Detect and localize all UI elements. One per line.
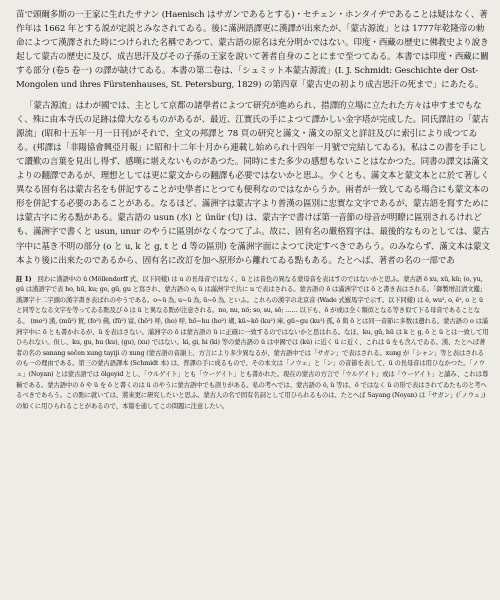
paragraph: 「蒙古源流」はわが國では、主として京都の諸學者によつて研究が進められ、措譯的立場に立たれた方々は申すまでもなく、殊に由本寺氏の足跡は偉大なるものがあるが、最近、江實氏の手によつて譯かしい金字塔が完成した。同氏譯註の「蒙古源流」(昭和十五年一月一日刊)がそれで、全文の邦譯と 78 頁の研究と滿文・滿文の原文と詳註及びに索引により成つてゐる。(邦譯は「非陽協會興亞月報」に昭和十二年十月から連載し始められ十四年一月號で完結してゐる)。私はこの書を手にして讚歎の言葉を見出し得ず、感嘆に堪えないものがあつた。同時にまた多少の感想もないことはなかつた。同書の譯文は滿文よりの翻譯であるが、理想としては更に蒙文からの翻譯も必要ではないかと思ふ。少くとも、滿文本と蒙文本とに於て著しく異なる固有名は蒙古名をも併記することが史學者にとつても便利なのではなからうか。兩者が一致してゐる場合にも蒙文本の形を併記する必要のあることがある。なるほど、滿洲字は蒙古字より普漢の區別に忠實な文字であるが、蒙古語を寫すためには蒙古字に劣る點がある。蒙古語の usun (水) と ünür (匂) は、蒙古字で書けば第一音節の母音が明瞭に區別されるけれども、滿洲字で書くと usun, unur のやうに區別がなくなつて了ふ。故に、固有名の嚴格寫字は、最後的なものとしては、蒙古字中に基き不明の部分 (o と u, k と g, t と d 等の區別) を滿洲字面によつて決定すべきであらう。のみならず、滿文本は蒙文本より後に出來たのであるから、固有名に改訂を加へ原形から離れてゐる點もある。たとへば、著者の名の一部であ [16, 100, 490, 266]
footnote-text [16, 274, 490, 412]
footnote-label: 註 1) [16, 274, 32, 283]
paragraph: 苗で頭爾多斯の一王家に生れたサナン (Haenisch はサガンであるとする)・セチェン・ホンタイヂであることは疑はなく、著作年は 1662 年とする説が定説とみなされてゐる。後に滿洲語譯更に漢譯が出來たが、「蒙古源流」とは 1777年乾隆帝の勅命によつて漢譯された時につけられた名稱であつて、蒙古語の原名は充分明かではない。印度・西藏の歷史に佛教史より說き起して蒙古の歷史に及び、成吉思汗及びその子孫の王家を說いて著者自身のことにまで至つてゐる。本書では印度・西藏に關する部分 (卷5 卷一) の譯が缺けてゐる。本書の第二卷は、「シュミット本蒙古源流」(I. J. Schmidt: Geschichte der Ost-Mongolen und ihres Fürstenhauses, St. Petersburg, 1829) の第四章「蒙古史の初より成吉思汗の死まで」にあたる。 [16, 10, 489, 91]
footnote-body: 回わに漢語中の ü (Möllendorff 式、以下同樣) は u の長母音ではなく、ü とは音色の異なる蒙母音を表はすのではないかと思ふ。蒙古語 ö xu, xü, kü; (o, yu, gü は漢語字で表 ho, hū, ku; go, gū, gu と寫され、蒙古語の o, ü は滿洲字で共に u で表はされる。蒙古語の ō は滿洲字では ō と書き表はされる。「御製增訂清文鑑」漢譯字十二字頭の漢字書き表ばれのやうである。o~ü 為, u~ü 為, ū~ō 為, といふ。これらの漢字の北京音 (Wade 式羅馬字で示す。以下同樣) は ê, wu², o, ê², o と ü と同等となる文字を等ってゐる點及び ö は ü と異なる點が注意される。no, nu, nö; so, su, sō; …… 以下も、ō が或は全く類似となる等き似て下る母音であることなる。 (mo²) 漢, (mū²) 賀, (fo²) 佛, (fū²) 富, (hō²) 呼, (ho) 呼, hō~hu (ho²) 瑚, kū~kō (ku²) 庫, gū~gu (ku¹) 孤, ō 與 ō とは同一音節に多数は遺れる。蒙古語の o は滿洲字中に ō とも書かれるが、ü を表はさない。滿洲字の ō は蒙古語の ü に正確に一致するのではないかと思はれる。なほ、ku, gū, hū は k と g, ō と ü とは一致して用ひられない。但し、ku, gu, hu (ku), (gu), (xu) ではない。ki, gi, hi (ki) 等の蒙古語の ü は中國では (kû) に近く ü に近く、これは ü をも含んでゐる。漢、たとへば著者の名の sanang sečen xung tayiji の xung (蒙古語の音韻上、方言により多少異なるが、蒙古語中では「サガン」で表はされる。xung が「シャン」等と表はされるのも一の理由である。第三の蒙古語譯本 (Schmidt 本) は、普譯の手に成るもので、その本文は「ノウェ」と「ン」の音節を表して、ü の長母音は用ひなかつた。「ノウェ」(Noyan) とは蒙古語では ölgeyid とし、「ウルゲイト」とも「ウーゲイト」とも書かれた。現在の蒙古の方言で「ウルゲイト」或は「ウーゲイト」と讀み、これは尊稱である。蒙古語中の ö や ü を ö と書くのは ü のやうに蒙古語中でも誤りがある。私の考へでは、蒙古語の ö, ü 等は、ö ではなく ü の形で表はされてゐたものと考へるべきであらう。この點に就いては、將來更に研究したいと思ふ。蒙古人の名で固有名詞として用ひられるものは、たとへば Sayang (Noyan) は「サガン」(「ノウェ」) の如くに用ひられることがあるので、本篇を通してこの問題に注意したい。 [16, 274, 489, 410]
footnote [16, 274, 490, 412]
body-text [16, 8, 490, 268]
